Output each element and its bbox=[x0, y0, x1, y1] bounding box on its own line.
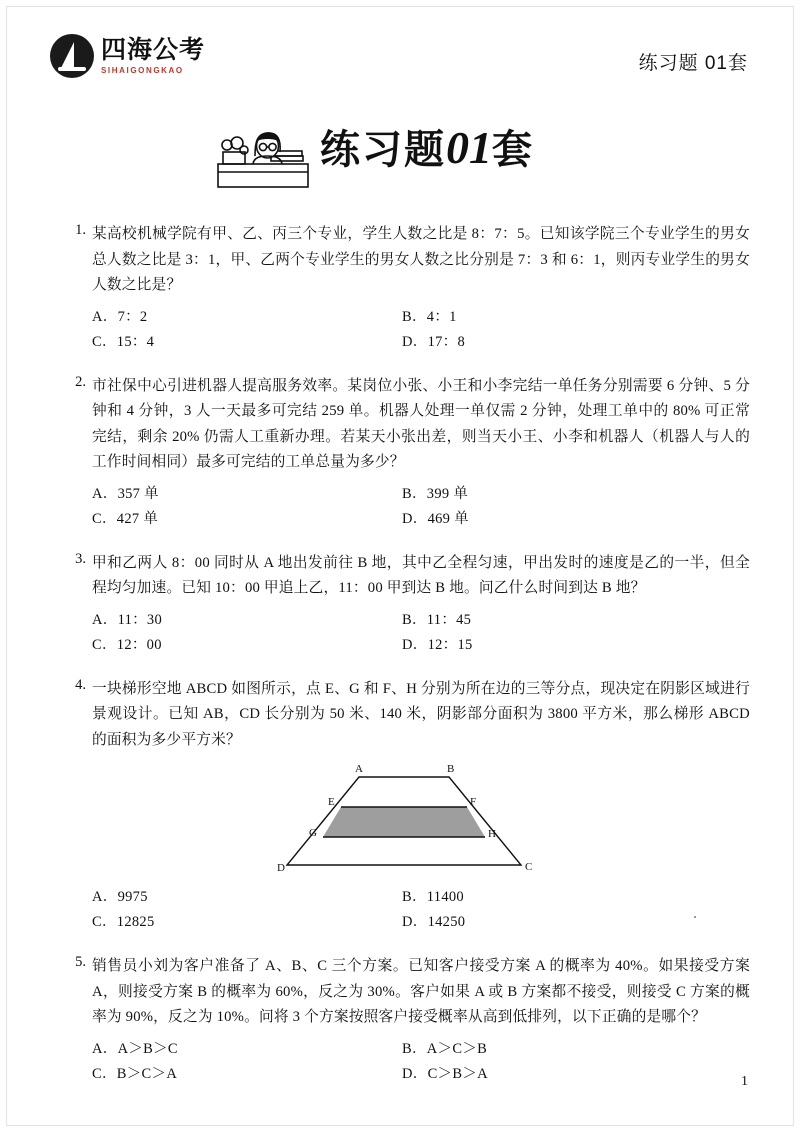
option-row bbox=[92, 305, 750, 330]
option-row bbox=[92, 482, 750, 507]
figure-label-H: H bbox=[488, 828, 496, 840]
figure-label-D: D bbox=[277, 862, 285, 874]
sail-logo-icon bbox=[50, 34, 94, 78]
question-body bbox=[92, 677, 750, 936]
question-body bbox=[92, 222, 750, 355]
option-row bbox=[92, 633, 750, 658]
brand-name-cn: 四海公考 bbox=[101, 35, 206, 64]
option-c[interactable]: C．B＞C＞A bbox=[92, 1065, 178, 1082]
question-number: 2. bbox=[75, 373, 86, 390]
option-row bbox=[92, 1062, 750, 1087]
question-number: 3. bbox=[75, 550, 86, 567]
header-set-label: 练习题 01套 bbox=[638, 53, 748, 74]
option-c[interactable]: C．427 单 bbox=[92, 510, 159, 527]
question-stem: 销售员小刘为客户准备了 A、B、C 三个方案。已知客户接受方案 A 的概率为 40%。如果接受方案 A，则接受方案 B 的概率为 60%，反之为 30%。客户如果 A 或 B 方案都不接受，则接受 C 方案的概率为 90%，反之为 10%。问将 3 个方案按照客户接受概率从高到低排列，以下正确的是哪个？ bbox=[92, 958, 750, 1025]
question-body bbox=[92, 551, 750, 658]
trapezoid-diagram-icon bbox=[271, 761, 571, 879]
question-number: 1. bbox=[75, 222, 86, 238]
page-number: 1 bbox=[741, 1074, 748, 1089]
option-d[interactable]: D．469 单 bbox=[402, 510, 469, 527]
option-row bbox=[92, 1037, 750, 1062]
title-banner bbox=[215, 110, 635, 190]
page-title-suffix: 套 bbox=[492, 128, 534, 172]
question-body bbox=[92, 954, 750, 1087]
option-a[interactable]: A．7：2 bbox=[92, 308, 148, 325]
option-c[interactable]: C．12825 bbox=[92, 914, 155, 930]
option-row bbox=[92, 330, 750, 355]
trapezoid-figure bbox=[92, 761, 750, 879]
option-group bbox=[92, 885, 750, 935]
brand-logo-text bbox=[101, 35, 206, 75]
page-title-prefix: 练习题 bbox=[320, 128, 446, 172]
option-row bbox=[92, 608, 750, 633]
option-row bbox=[92, 910, 750, 935]
student-illustration-icon bbox=[215, 112, 311, 190]
option-c[interactable]: C．15：4 bbox=[92, 333, 155, 350]
question-list bbox=[60, 222, 750, 1106]
option-b[interactable]: B．11：45 bbox=[402, 611, 472, 628]
option-row bbox=[92, 885, 750, 910]
option-a[interactable]: A．357 单 bbox=[92, 485, 159, 502]
page-title-number: 01 bbox=[446, 122, 492, 173]
question-stem: 某高校机械学院有甲、乙、丙三个专业，学生人数之比是 8：7：5。已知该学院三个专业学生的男女总人数之比是 3：1，甲、乙两个专业学生的男女人数之比分别是 7：3 和 6：1，则丙专业学生的男女人数之比是？ bbox=[92, 226, 750, 293]
page-header bbox=[50, 34, 748, 90]
question-item bbox=[60, 222, 750, 355]
figure-label-G: G bbox=[309, 827, 317, 839]
question-number: 4. bbox=[75, 676, 86, 693]
option-c[interactable]: C．12：00 bbox=[92, 636, 162, 653]
option-b[interactable]: B．399 单 bbox=[402, 485, 469, 502]
question-stem: 一块梯形空地 ABCD 如图所示，点 E、G 和 F、H 分别为所在边的三等分点，现决定在阴影区域进行景观设计。已知 AB，CD 长分别为 50 米、140 米，阴影部分面积为 3800 平方米，那么梯形 ABCD 的面积为多少平方米？ bbox=[92, 680, 750, 748]
brand-name-en: SIHAIGONGKAO bbox=[101, 65, 184, 75]
option-row bbox=[92, 507, 750, 532]
figure-label-E: E bbox=[328, 796, 335, 808]
option-a[interactable]: A．11：30 bbox=[92, 611, 163, 628]
option-group bbox=[92, 1037, 750, 1087]
brand-logo bbox=[50, 34, 205, 78]
option-group bbox=[92, 305, 750, 355]
option-a[interactable]: A．9975 bbox=[92, 889, 148, 905]
question-stem: 市社保中心引进机器人提高服务效率。某岗位小张、小王和小李完结一单任务分别需要 6 分钟、5 分钟和 4 分钟，3 人一天最多可完结 259 单。机器人处理一单仅需 2 分钟，处理工单中的 80% 可正常完结，剩余 20% 仍需人工重新办理。若某天小张出差，则当天小王、小李和机器人（机器人与人的工作时间相同）最多可完结的工单总量为多少？ bbox=[92, 377, 750, 470]
question-item bbox=[60, 374, 750, 532]
option-d[interactable]: D．C＞B＞A bbox=[402, 1065, 488, 1082]
question-number: 5. bbox=[75, 954, 86, 970]
scan-artifact bbox=[694, 916, 696, 918]
option-d[interactable]: D．14250 bbox=[402, 914, 466, 930]
question-item bbox=[60, 551, 750, 658]
question-item bbox=[60, 677, 750, 936]
option-b[interactable]: B．11400 bbox=[402, 889, 464, 905]
option-b[interactable]: B．4：1 bbox=[402, 308, 457, 325]
figure-label-F: F bbox=[470, 796, 477, 808]
question-item bbox=[60, 954, 750, 1087]
question-body bbox=[92, 374, 750, 532]
figure-label-C: C bbox=[525, 861, 533, 873]
figure-label-B: B bbox=[447, 763, 455, 775]
option-b[interactable]: B．A＞C＞B bbox=[402, 1040, 488, 1057]
option-d[interactable]: D．17：8 bbox=[402, 333, 466, 350]
page-title bbox=[320, 118, 534, 175]
figure-label-A: A bbox=[355, 763, 363, 775]
option-a[interactable]: A．A＞B＞C bbox=[92, 1040, 178, 1057]
option-group bbox=[92, 608, 750, 658]
option-group bbox=[92, 482, 750, 532]
option-d[interactable]: D．12：15 bbox=[402, 636, 473, 653]
question-stem: 甲和乙两人 8：00 同时从 A 地出发前往 B 地，其中乙全程匀速，甲出发时的速度是乙的一半，但全程均匀加速。已知 10：00 甲追上乙，11：00 甲到达 B 地。问乙什么时间到达 B 地？ bbox=[92, 554, 750, 596]
